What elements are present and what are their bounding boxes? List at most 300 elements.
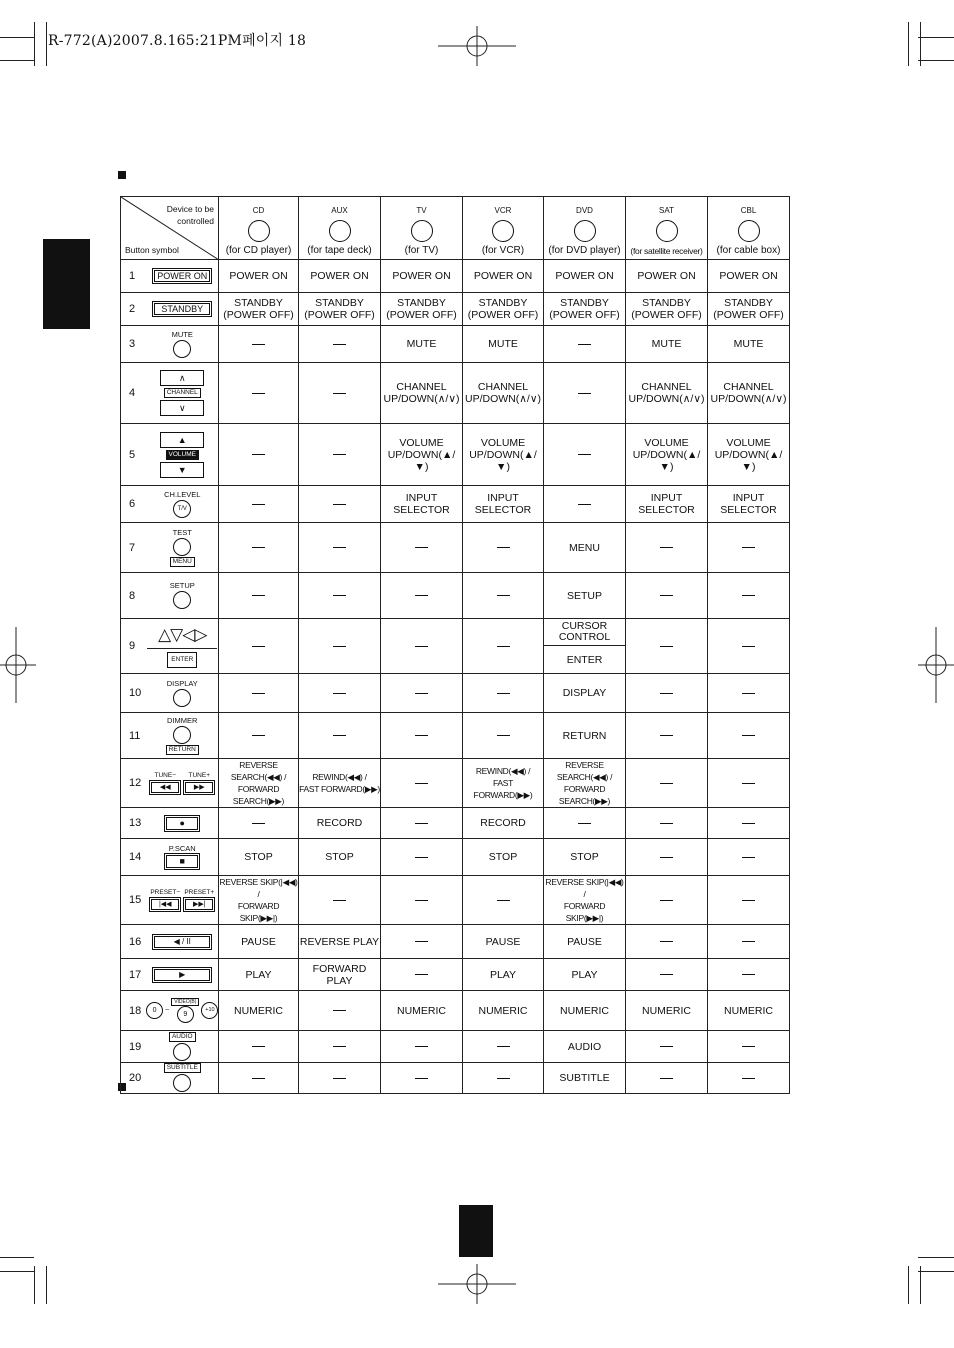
function-cell-cbl — [708, 424, 790, 486]
function-cell-cd — [219, 839, 299, 876]
dash-mark — [742, 646, 755, 647]
dash-mark — [660, 941, 673, 942]
function-cell-aux — [299, 876, 381, 925]
cell-text: MUTE — [651, 338, 682, 350]
function-cell-cbl — [708, 326, 790, 363]
button-symbol-2 — [147, 301, 219, 317]
reverse-button-icon: |◀◀ — [149, 897, 181, 912]
cell-text: CURSOR — [561, 620, 608, 632]
function-cell-cbl — [708, 808, 790, 839]
cell-text: UP/DOWN(▲/▼) — [469, 448, 537, 473]
dash-mark — [415, 693, 428, 694]
function-cell-cd — [219, 523, 299, 573]
dash-mark — [497, 735, 510, 736]
setup-label: SETUP — [169, 581, 195, 590]
cursor-control-text — [559, 621, 610, 643]
cell-text: CHANNEL — [396, 381, 447, 393]
device-header-dvd — [544, 197, 626, 260]
device-sub: (for CD player) — [225, 245, 292, 256]
function-cell-tv — [381, 523, 463, 573]
function-cell-cbl — [708, 959, 790, 991]
function-cell-vcr — [463, 959, 544, 991]
page-number-box — [459, 1205, 493, 1257]
forward-button-icon: ▶▶| — [183, 897, 215, 912]
dash-mark — [660, 783, 673, 784]
cell-text: STOP — [570, 851, 599, 863]
function-cell-tv — [381, 573, 463, 619]
cell-text: (POWER OFF) — [304, 309, 375, 321]
dash-mark — [742, 595, 755, 596]
cell-text: REVERSE PLAY — [299, 935, 380, 948]
dash-mark — [333, 735, 346, 736]
numeric-key-icon: 0 — [146, 1002, 163, 1019]
function-cell-tv — [381, 260, 463, 293]
play-button-icon: ▶ — [152, 967, 212, 983]
function-cell-sat — [626, 808, 708, 839]
cell-text: POWER ON — [719, 270, 778, 282]
dash-mark — [742, 900, 755, 901]
function-cell-tv — [381, 1031, 463, 1063]
volume-label: VOLUME — [166, 450, 199, 460]
dash-mark — [415, 1046, 428, 1047]
button-symbol-9 — [147, 625, 219, 668]
device-sub: (for DVD player) — [548, 245, 621, 256]
function-cell-cd — [219, 759, 299, 808]
cell-text: PAUSE — [567, 935, 602, 948]
dash-mark — [578, 823, 591, 824]
dash-mark — [660, 1078, 673, 1079]
dimmer-button-icon — [173, 726, 191, 744]
cell-text: PLAY — [571, 968, 598, 981]
dash-mark — [252, 393, 265, 394]
dash-mark — [333, 1046, 346, 1047]
function-cell-vcr — [463, 713, 544, 759]
dash-mark — [578, 344, 591, 345]
function-cell-tv — [381, 876, 463, 925]
function-cell-aux — [299, 839, 381, 876]
cd-button-icon — [248, 220, 270, 242]
cell-text: STANDBY — [642, 297, 691, 309]
function-cell-dvd — [544, 1031, 626, 1063]
button-symbol-19 — [147, 1032, 219, 1062]
function-cell-cd — [219, 808, 299, 839]
power-on-button: POWER ON — [152, 268, 212, 284]
device-name: CD — [252, 206, 265, 215]
numeric-keys — [146, 998, 218, 1023]
device-header-vcr — [463, 197, 544, 260]
cell-text: CHANNEL — [477, 381, 529, 393]
function-cell-vcr — [463, 523, 544, 573]
cell-text: POWER ON — [637, 270, 696, 282]
dash-mark — [415, 783, 428, 784]
dash-mark — [252, 1078, 265, 1079]
function-cell-cbl — [708, 293, 790, 326]
dash-mark — [660, 1046, 673, 1047]
dash-mark — [415, 735, 428, 736]
button-symbol-cell — [147, 523, 219, 573]
function-cell-sat — [626, 1031, 708, 1063]
cell-text: POWER ON — [229, 270, 288, 282]
button-symbol-cell — [147, 424, 219, 486]
range-tilde: ~ — [165, 1006, 170, 1014]
function-cell-cbl — [708, 573, 790, 619]
display-label: DISPLAY — [166, 678, 198, 688]
function-cell-sat — [626, 363, 708, 424]
button-symbol-cell — [147, 260, 219, 293]
function-cell-cd — [219, 326, 299, 363]
dash-mark — [497, 547, 510, 548]
function-cell-cbl — [708, 759, 790, 808]
dash-mark — [742, 1078, 755, 1079]
cell-text: PAUSE — [485, 935, 521, 948]
vcr-button-icon — [492, 220, 514, 242]
device-header-cd — [219, 197, 299, 260]
remote-function-table — [120, 196, 790, 1094]
device-header-cbl — [708, 197, 790, 260]
cell-text: STANDBY — [397, 297, 446, 309]
row-number: 17 — [121, 959, 147, 991]
dash-mark — [415, 823, 428, 824]
aux-button-icon — [329, 220, 351, 242]
button-symbol-cell — [147, 925, 219, 959]
function-cell-cbl — [708, 523, 790, 573]
button-symbol-20 — [147, 1063, 219, 1093]
cell-text: RECORD — [316, 817, 363, 829]
function-cell-cbl — [708, 876, 790, 925]
cell-text: MUTE — [733, 338, 764, 350]
tv-button-icon: T/V — [173, 500, 191, 518]
function-cell-dvd — [544, 925, 626, 959]
dash-mark — [660, 547, 673, 548]
row-number: 19 — [121, 1031, 147, 1063]
dash-mark — [252, 504, 265, 505]
dash-mark — [415, 547, 428, 548]
dash-mark — [415, 595, 428, 596]
function-cell-vcr — [463, 424, 544, 486]
row-number: 5 — [121, 424, 147, 486]
cell-text: STOP — [325, 851, 354, 863]
button-symbol-cell — [147, 619, 219, 674]
function-cell-cd — [219, 619, 299, 674]
row-number: 16 — [121, 925, 147, 959]
cell-text: MUTE — [406, 338, 437, 350]
dash-mark — [333, 547, 346, 548]
button-symbol-5 — [147, 430, 219, 480]
cell-text: UP/DOWN(∧/∨) — [628, 393, 705, 405]
record-button-icon: ● — [164, 815, 200, 832]
button-symbol-cell — [147, 759, 219, 808]
row-number: 15 — [121, 876, 147, 925]
pause-button-icon: ◀ / II — [152, 934, 212, 950]
sat-button-icon — [656, 220, 678, 242]
function-cell-vcr — [463, 991, 544, 1031]
paired-label: PRESET− — [150, 889, 181, 896]
button-symbol-cell — [147, 1031, 219, 1063]
cell-text: STANDBY — [234, 297, 283, 309]
channel-label: CHANNEL — [164, 388, 201, 398]
cursor-arrows-icon: △▽◁▷ — [158, 624, 207, 644]
function-cell-aux — [299, 1031, 381, 1063]
cell-text: FORWARD SEARCH(▶▶) — [232, 784, 285, 806]
device-sub: (for satellite receiver) — [630, 246, 703, 256]
cell-text: FAST FORWARD(▶▶) — [299, 784, 380, 794]
device-name: CBL — [740, 206, 757, 215]
mute-label: MUTE — [171, 329, 193, 339]
dvd-enter — [544, 646, 625, 673]
dash-mark — [497, 1046, 510, 1047]
device-header-sat — [626, 197, 708, 260]
button-symbol-3 — [147, 330, 219, 359]
test-label: TEST — [172, 528, 192, 537]
function-cell-tv — [381, 959, 463, 991]
cbl-button-icon — [738, 220, 760, 242]
function-cell-dvd — [544, 808, 626, 839]
subtitle-button-icon — [173, 1074, 191, 1092]
function-cell-tv — [381, 293, 463, 326]
row-number: 2 — [121, 293, 147, 326]
dash-mark — [252, 823, 265, 824]
function-cell-sat — [626, 523, 708, 573]
cell-text: MUTE — [488, 338, 518, 350]
function-cell-aux — [299, 619, 381, 674]
cell-text: FORWARD SEARCH(▶▶) — [558, 784, 611, 806]
button-symbol-12 — [147, 771, 219, 795]
row-number: 13 — [121, 808, 147, 839]
device-name: VCR — [494, 206, 512, 215]
function-cell-aux — [299, 674, 381, 713]
row-number: 6 — [121, 486, 147, 523]
dash-mark — [578, 454, 591, 455]
function-cell-sat — [626, 424, 708, 486]
dash-mark — [660, 974, 673, 975]
function-cell-sat — [626, 925, 708, 959]
dash-mark — [252, 735, 265, 736]
row-number: 3 — [121, 326, 147, 363]
row-number: 20 — [121, 1063, 147, 1094]
function-cell-sat — [626, 839, 708, 876]
dash-mark — [252, 454, 265, 455]
cell-text: REWIND(◀◀) / — [475, 766, 531, 776]
function-cell-cd — [219, 486, 299, 523]
cell-text: REVERSE SKIP(|◀◀) / — [545, 877, 624, 899]
dash-mark — [497, 595, 510, 596]
cell-text: INPUT SELECTOR — [638, 492, 695, 516]
function-cell-cd — [219, 424, 299, 486]
cell-text: CHANNEL — [723, 381, 774, 393]
function-cell-vcr — [463, 808, 544, 839]
function-cell-vcr — [463, 925, 544, 959]
function-cell-tv — [381, 619, 463, 674]
cell-text: (POWER OFF) — [631, 309, 702, 321]
dash-mark — [252, 547, 265, 548]
button-symbol-cell — [147, 486, 219, 523]
row-number: 10 — [121, 674, 147, 713]
cell-text: NUMERIC — [234, 1004, 283, 1017]
function-cell-aux — [299, 759, 381, 808]
function-cell-cbl — [708, 991, 790, 1031]
button-symbol-15 — [147, 888, 219, 912]
dvd-button-icon — [574, 220, 596, 242]
channel-down-icon: ∨ — [160, 400, 204, 416]
dash-mark — [415, 1078, 428, 1079]
dash-mark — [333, 900, 346, 901]
dash-mark — [333, 693, 346, 694]
cell-text: NUMERIC — [724, 1004, 773, 1017]
function-cell-aux — [299, 486, 381, 523]
function-cell-cd — [219, 363, 299, 424]
device-header-tv — [381, 197, 463, 260]
button-symbol-cell — [147, 573, 219, 619]
function-cell-cbl — [708, 674, 790, 713]
cell-text: RETURN — [562, 729, 607, 742]
row-number: 7 — [121, 523, 147, 573]
function-cell-cd — [219, 573, 299, 619]
function-cell-sat — [626, 959, 708, 991]
channel-up-icon: ∧ — [160, 370, 204, 386]
dvd-cursor-control — [544, 619, 625, 646]
paired-button — [183, 888, 215, 912]
function-cell-cd — [219, 1031, 299, 1063]
cell-text: STANDBY — [478, 297, 528, 309]
dash-mark — [742, 974, 755, 975]
function-cell-sat — [626, 991, 708, 1031]
function-cell-cbl — [708, 1031, 790, 1063]
cell-text: (POWER OFF) — [713, 309, 784, 321]
cell-text: SETUP — [566, 589, 602, 602]
function-cell-cd — [219, 991, 299, 1031]
dash-mark — [333, 646, 346, 647]
paired-button — [149, 771, 181, 795]
cell-text: MENU — [569, 541, 600, 554]
function-cell-vcr — [463, 260, 544, 293]
function-cell-vcr — [463, 573, 544, 619]
cell-text: NUMERIC — [478, 1004, 528, 1017]
cell-text: VOLUME — [399, 436, 444, 449]
cell-text: RECORD — [480, 817, 526, 829]
function-cell-tv — [381, 925, 463, 959]
function-cell-sat — [626, 486, 708, 523]
row-number: 18 — [121, 991, 147, 1031]
function-cell-vcr — [463, 1031, 544, 1063]
function-cell-dvd — [544, 573, 626, 619]
enter-button-icon: ENTER — [167, 652, 197, 668]
dash-mark — [333, 1010, 346, 1011]
function-cell-dvd — [544, 424, 626, 486]
print-header-filename: R-772(A)2007.8.165:21PM페이지 18 — [48, 33, 307, 49]
p-scan-label: P.SCAN — [168, 844, 196, 853]
cell-text: UP/DOWN(▲/▼) — [632, 448, 701, 473]
function-cell-aux — [299, 925, 381, 959]
function-cell-sat — [626, 713, 708, 759]
device-header-aux — [299, 197, 381, 260]
button-symbol-cell — [147, 713, 219, 759]
function-cell-aux — [299, 991, 381, 1031]
button-symbol-cell — [147, 839, 219, 876]
numeric-key-icon: +10 — [201, 1002, 218, 1019]
cell-text: REVERSE SEARCH(◀◀) / — [556, 760, 613, 782]
dash-mark — [252, 595, 265, 596]
function-cell-sat — [626, 1063, 708, 1094]
function-cell-aux — [299, 326, 381, 363]
cell-text: STANDBY — [315, 297, 364, 309]
button-symbol-cell — [147, 959, 219, 991]
cell-text: STANDBY — [560, 297, 609, 309]
paired-buttons — [149, 771, 215, 795]
dimmer-label: DIMMER — [167, 716, 198, 725]
function-cell-aux — [299, 424, 381, 486]
function-cell-sat — [626, 293, 708, 326]
dash-mark — [742, 735, 755, 736]
section-bullet-top — [118, 171, 126, 179]
function-cell-sat — [626, 326, 708, 363]
function-cell-dvd — [544, 839, 626, 876]
cell-text: VOLUME — [644, 436, 689, 449]
dash-mark — [333, 504, 346, 505]
ch-level-label: CH.LEVEL — [164, 489, 201, 499]
cell-text: POWER ON — [392, 270, 451, 282]
key — [201, 1002, 218, 1019]
dash-mark — [578, 393, 591, 394]
registration-mark-right — [918, 627, 954, 703]
row-number: 8 — [121, 573, 147, 619]
row-number: 12 — [121, 759, 147, 808]
cell-text: UP/DOWN(∧/∨) — [710, 393, 787, 405]
button-symbol-cell — [147, 1063, 219, 1094]
registration-mark-left — [0, 627, 36, 703]
cell-text: REVERSE SKIP(|◀◀) / — [219, 877, 298, 899]
function-cell-cd — [219, 925, 299, 959]
forward-button-icon: ▶▶ — [183, 780, 215, 795]
function-cell-aux — [299, 808, 381, 839]
cell-text: (POWER OFF) — [386, 309, 457, 321]
button-symbol-7 — [147, 528, 219, 567]
audio-button-icon — [173, 1043, 191, 1061]
paired-label: TUNE− — [154, 772, 176, 779]
numeric-key-icon: 9 — [177, 1006, 194, 1023]
button-symbol-1 — [147, 268, 219, 284]
table-corner — [121, 197, 219, 260]
cell-text: (POWER OFF) — [467, 309, 539, 321]
cell-text: ENTER — [566, 653, 603, 666]
return-label: RETURN — [166, 745, 199, 755]
dash-mark — [497, 646, 510, 647]
device-name: SAT — [659, 206, 674, 215]
function-cell-aux — [299, 959, 381, 991]
button-symbol-17 — [147, 967, 219, 983]
function-cell-sat — [626, 876, 708, 925]
cell-text: NUMERIC — [397, 1004, 446, 1017]
mute-button-icon — [173, 340, 191, 358]
function-cell-dvd — [544, 619, 626, 674]
section-tab — [43, 239, 90, 329]
device-sub: (for cable box) — [716, 245, 781, 256]
button-symbol-cell — [147, 876, 219, 925]
function-cell-tv — [381, 424, 463, 486]
function-cell-dvd — [544, 363, 626, 424]
audio-label: AUDIO — [169, 1032, 196, 1042]
button-symbol-10 — [147, 679, 219, 708]
row-number: 14 — [121, 839, 147, 876]
dash-mark — [415, 900, 428, 901]
function-cell-tv — [381, 674, 463, 713]
dash-mark — [742, 1046, 755, 1047]
cell-text: STOP — [244, 851, 273, 863]
paired-button — [183, 771, 215, 795]
function-cell-cbl — [708, 486, 790, 523]
registration-mark-top — [438, 26, 516, 66]
dash-mark — [333, 344, 346, 345]
row-number: 1 — [121, 260, 147, 293]
